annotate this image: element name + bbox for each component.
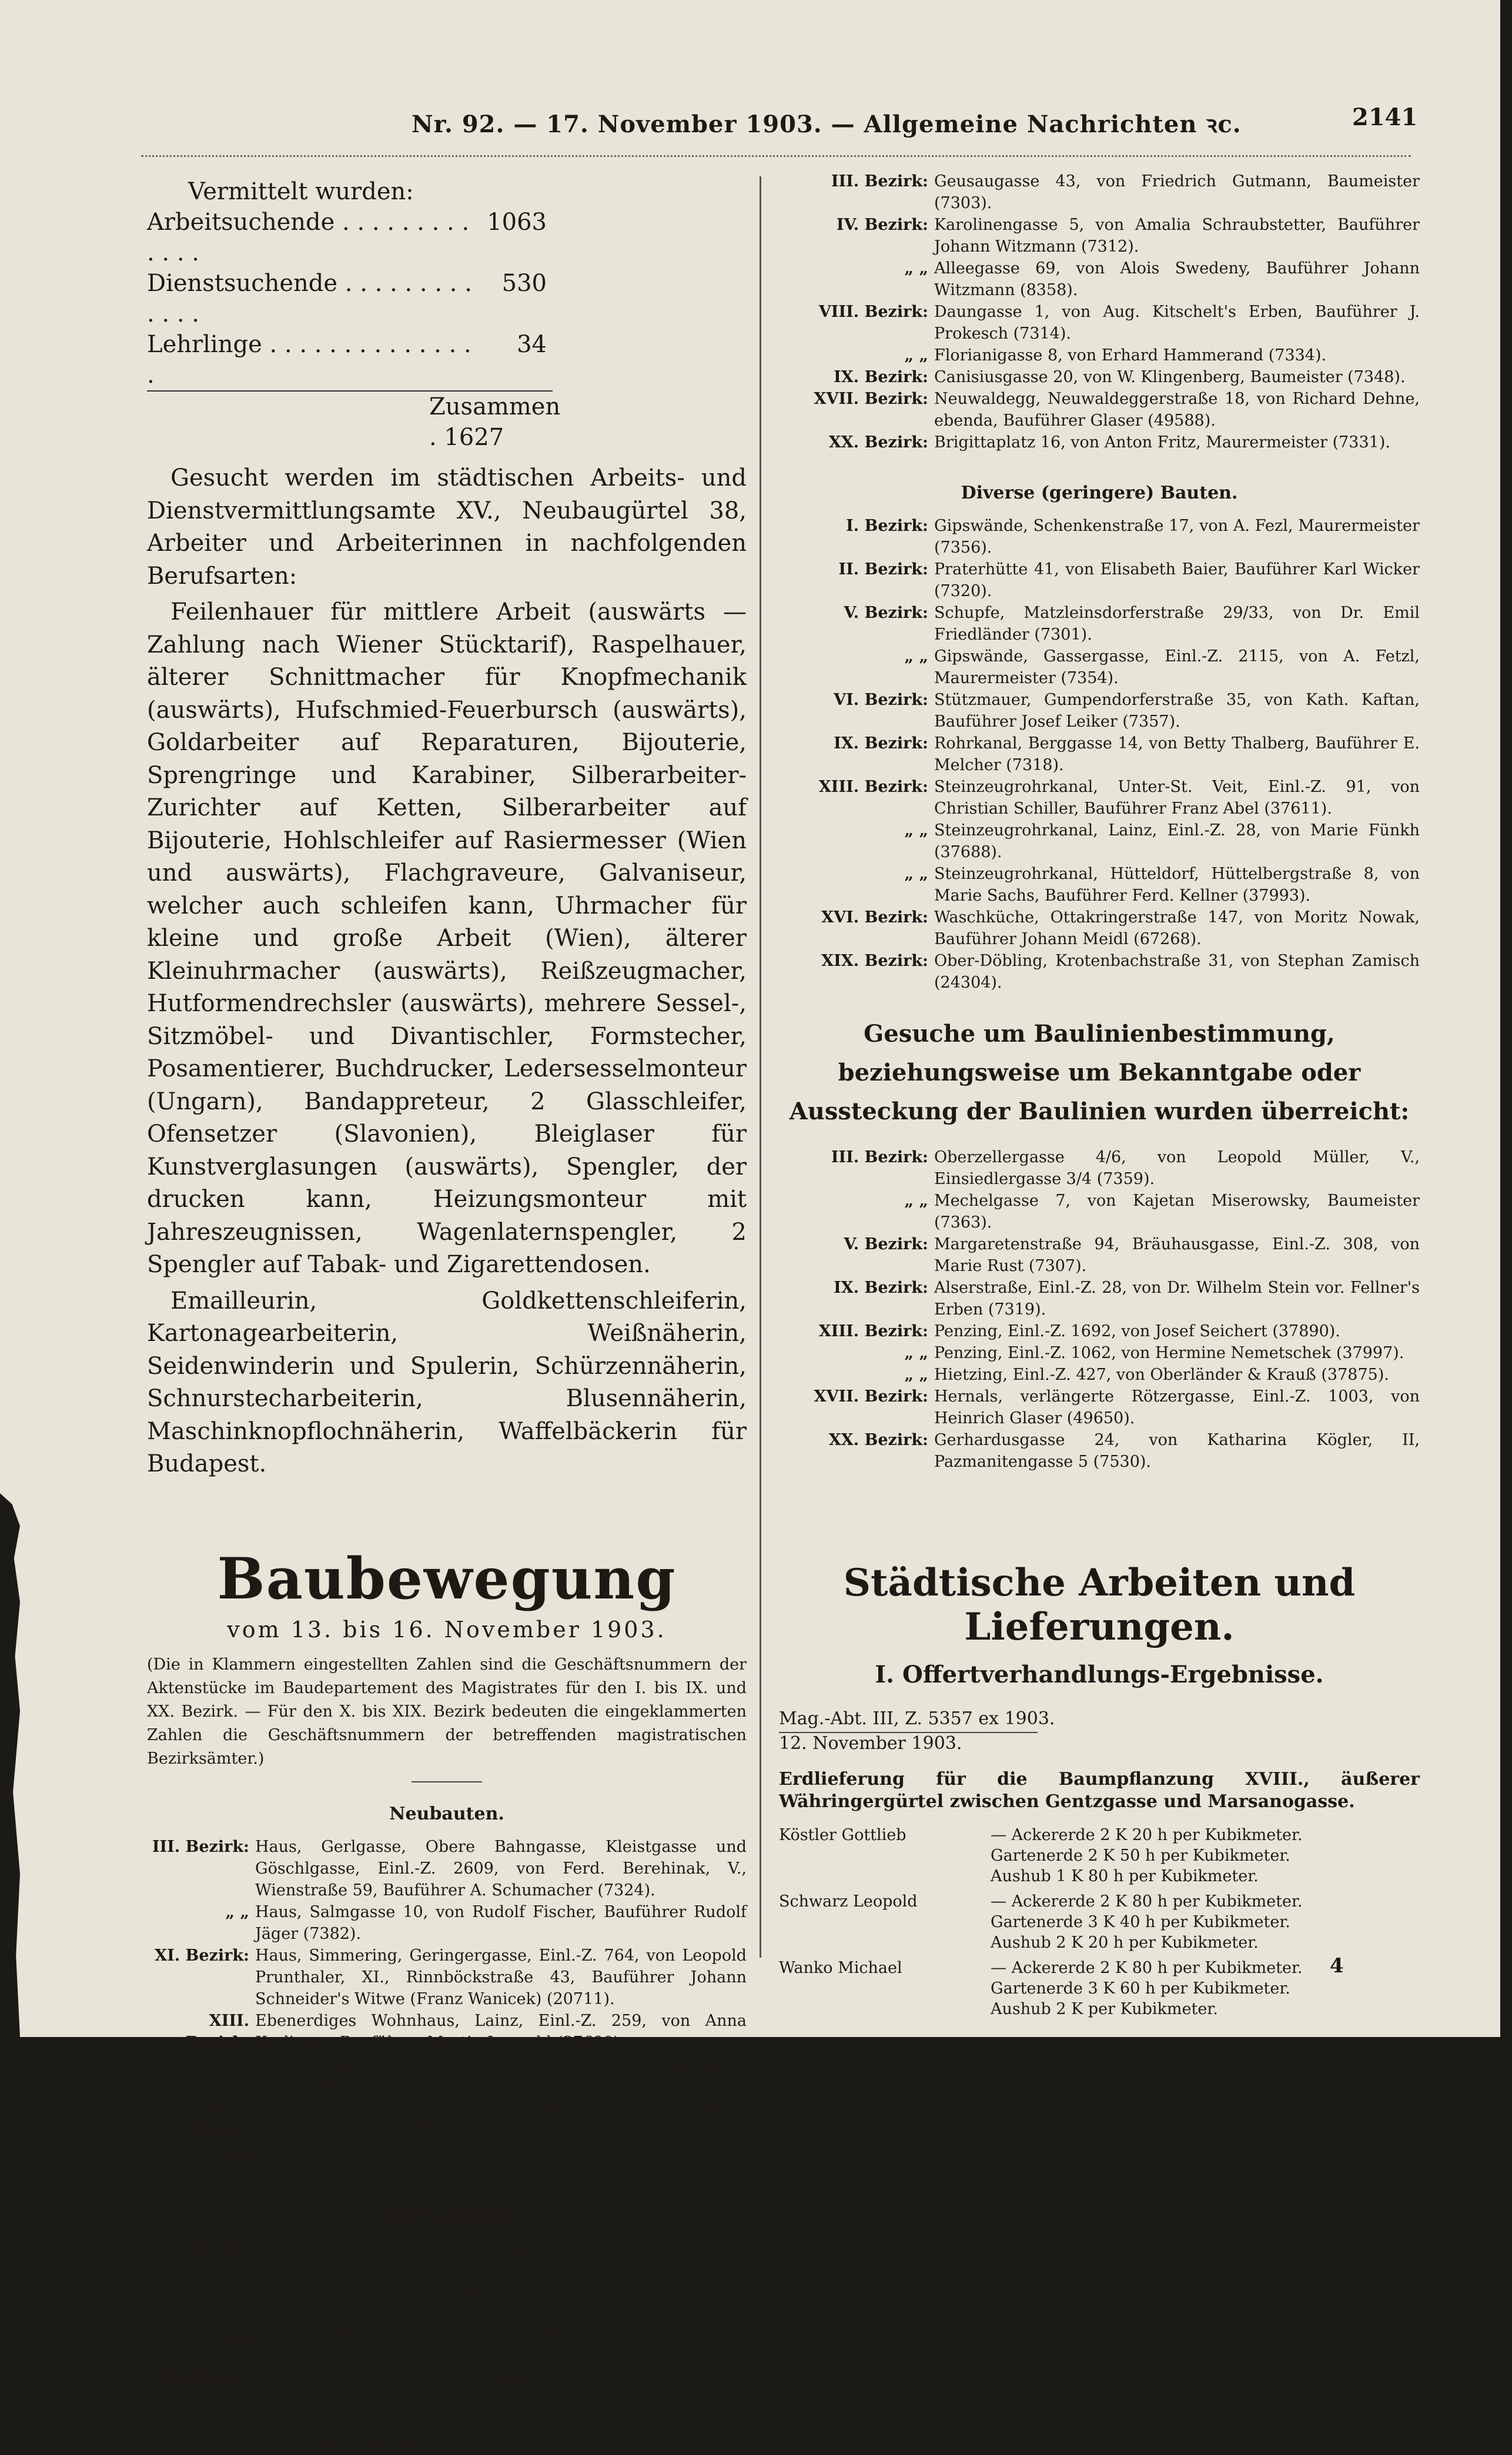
entry-text: Neuwaldegg, Neuwaldeggerstraße 18, von Richard Dehne, ebenda, Bauführer Glaser (49588).	[934, 390, 1420, 430]
district-label: IX. Bezirk:	[834, 368, 928, 386]
district-label: II. Bezirk:	[838, 560, 928, 578]
district-label: XVI. Bezirk:	[821, 908, 928, 927]
district-label: IX. Bezirk:	[834, 1279, 928, 1297]
gesuche-list	[779, 1146, 1420, 1473]
stats-total: Zusammen . 1627	[147, 390, 553, 453]
entry-text: Penzing, Einl.-Z. 1692, von Josef Seichert (37890).	[934, 1322, 1340, 1340]
list-item	[779, 344, 1420, 366]
diverse-title: Diverse (geringere) Bauten.	[961, 483, 1238, 503]
entry-text: Daungasse 1, von Aug. Kitschelt's Erben, Bauführer J. Prokesch (7314).	[934, 303, 1420, 343]
list-item	[779, 1429, 1420, 1473]
section-rule	[412, 1781, 482, 1782]
district-label: „ „	[225, 2055, 249, 2073]
stats-value: 1063	[487, 209, 547, 236]
list-item	[147, 2237, 747, 2281]
price-line: — Ackererde 2 K 20 h per Kubikmeter.	[991, 1825, 1303, 1845]
staedtische-arbeiten-title: Städtische Arbeiten und Lieferungen.	[843, 1561, 1356, 1649]
list-item	[779, 1891, 1420, 1953]
page-header: Nr. 92. — 17. November 1903. — Allgemeine Nachrichten ꝛc.	[412, 111, 1242, 138]
paragraph-gesucht: Gesucht werden im städtischen Arbeits- und Dienstvermittlungsamte XV., Neubaugürtel 38, Arbeiter und Arbeiterinnen in nachfolgenden Berufsarten:	[147, 464, 747, 590]
stats-label: Lehrlinge . . . . . . . . . . . . . . .	[147, 331, 471, 389]
entry-text: Praterhütte 41, von Elisabeth Baier, Bauführer Karl Wicker (7320).	[934, 560, 1420, 600]
district-label: XVII. Bezirk:	[814, 1387, 928, 1406]
district-label: „ „	[904, 346, 928, 364]
district-label: XIX. Bezirk:	[821, 952, 928, 970]
district-label: V. Bezirk:	[844, 1235, 928, 1253]
district-label: „ „	[904, 821, 928, 839]
list-item	[779, 388, 1420, 432]
district-label: I. Bezirk:	[167, 2239, 249, 2257]
list-item	[779, 733, 1420, 776]
list-item	[779, 1364, 1420, 1386]
entry-text: Haus, Gerlgasse, Obere Bahngasse, Kleistgasse und Göschlgasse, Einl.-Z. 2609, von Ferd. Berehinak, V., Wienstraße 59, Bauführer A. Schumacher (7324).	[255, 1837, 747, 1899]
entry-text: Karolinengasse 5, von Amalia Schraubstetter, Bauführer Johann Witzmann (7312).	[934, 216, 1420, 256]
placement-stats	[147, 176, 747, 453]
baubewegung-title: Baubewegung	[217, 1545, 677, 1612]
bidder-name: Schwarz Leopold	[779, 1892, 918, 1911]
price-line: — Ackererde 2 K 80 h per Kubikmeter.	[991, 1891, 1303, 1912]
gesuche-title: Gesuche um Baulinienbestimmung, beziehungsweise um Bekanntgabe oder Aussteckung der Baulinien wurden überreicht:	[789, 1020, 1410, 1125]
district-label: „ „	[225, 2282, 249, 2301]
adaptierungen-continued	[779, 170, 1420, 453]
district-label: III. Bezirk:	[831, 172, 928, 190]
stats-row	[147, 207, 747, 268]
list-item	[779, 950, 1420, 994]
entry-text: Ober-Döbling, Krotenbachstraße 31, von Stephan Zamisch (24304).	[934, 952, 1420, 992]
bid-prices	[991, 1891, 1303, 1953]
notice-date: 12. November 1903.	[779, 1732, 1038, 1754]
left-column	[147, 176, 747, 2455]
list-item	[147, 2411, 747, 2455]
entry-text: Haus, Salmgasse 10, von Rudolf Fischer, Bauführer Rudolf Jäger (7382).	[255, 1902, 747, 1943]
entry-text: Margaretenstraße 94, Bräuhausgasse, Einl.-Z. 308, von Marie Rust (7307).	[934, 1235, 1420, 1275]
list-item	[147, 2097, 747, 2140]
list-item	[779, 907, 1420, 950]
price-line: Aushub 1 K 80 h per Kubikmeter.	[991, 1867, 1259, 1885]
entry-text: Schupfe, Matzleinsdorferstraße 29/33, von Dr. Emil Friedländer (7301).	[934, 604, 1420, 644]
entry-text: Operngasse 8, von Dr. Josef Frank, Bauführer Karl Michna (8335).	[255, 2282, 747, 2323]
entry-text: Brigittaplatz 16, von Anton Fritz, Maurermeister (7331).	[934, 433, 1390, 451]
entry-text: Villa, Unter-St. Veit, Einl.-Z. 427, von Oberländer & Krauß, Bauführer derselbe (37691).	[255, 2055, 747, 2095]
district-label: V. Bezirk:	[844, 604, 928, 622]
district-label: III. Bezirk:	[831, 1148, 928, 1166]
list-item	[779, 558, 1420, 602]
list-item	[779, 689, 1420, 733]
header-rule	[141, 155, 1411, 165]
stats-heading: Vermittelt wurden:	[188, 178, 414, 205]
list-item	[779, 1825, 1420, 1887]
entry-text: Rohrkanal, Berggasse 14, von Betty Thalberg, Bauführer E. Melcher (7318).	[934, 734, 1420, 774]
district-label: „ „	[225, 2142, 249, 2160]
stats-row	[147, 268, 747, 329]
bidder-name: Wanko Michael	[779, 1959, 902, 1977]
price-line: — Ackererde 2 K 80 h per Kubikmeter.	[991, 1958, 1303, 1978]
list-item	[779, 863, 1420, 907]
price-line: Aushub 2 K 20 h per Kubikmeter.	[991, 1934, 1259, 1952]
district-label: XIII. Bezirk:	[818, 1322, 928, 1340]
district-label: „ „	[904, 1344, 928, 1362]
list-item	[147, 1901, 747, 1945]
district-label: III. Bezirk:	[152, 1837, 249, 1856]
entry-text: Alleegasse 69, von Alois Swedeny, Bauführer Johann Witzmann (8358).	[934, 259, 1420, 299]
list-item	[147, 2140, 747, 2184]
adaptierungen-title: Adaptierungen.	[370, 2205, 524, 2226]
neubauten-title: Neubauten.	[389, 1803, 504, 1824]
diverse-list	[779, 515, 1420, 994]
entry-text: Waschküche, Ottakringerstraße 147, von Moritz Nowak, Bauführer Johann Meidl (67268).	[934, 908, 1420, 948]
district-label: XX. Bezirk:	[828, 433, 928, 451]
list-item	[779, 645, 1420, 689]
baubewegung-intro: (Die in Klammern eingestellten Zahlen sind die Geschäftsnummern der Aktenstücke im Baudepartement des Magistrates für den I. bis IX. und XX. Bezirk. — Für den X. bis XIX. Bezirk bedeuten die eingeklammerten Zahlen die Geschäftsnummern der betreffenden magistratischen Bezirksämter.)	[147, 1655, 747, 1768]
list-item	[779, 602, 1420, 645]
district-label: IX. Bezirk:	[834, 734, 928, 752]
list-item	[779, 214, 1420, 257]
section-stars: * * *	[959, 2039, 1240, 2063]
list-item	[147, 2053, 747, 2097]
list-item	[147, 2368, 747, 2411]
district-label: „ „	[904, 865, 928, 883]
stats-label: Dienstsuchende . . . . . . . . . . . . .	[147, 270, 472, 327]
page-number: 2141	[1352, 103, 1418, 131]
entry-text: Praterhütte 42, von Karl Kreuleder, Bauführer Johann Gröger (7297).	[255, 2369, 747, 2410]
entry-text: Haus, Einl.-Z. 1857, Thaliastraße 135, von Josef und Magdalena Zang, Bauführer Barak & Czada (68364).	[255, 2142, 747, 2182]
entry-text: Gipswände, Gassergasse, Einl.-Z. 2115, von A. Fetzl, Maurermeister (7354).	[934, 647, 1420, 687]
list-item	[779, 1958, 1420, 2019]
list-item	[779, 1342, 1420, 1364]
district-label: XIII. Bezirk:	[185, 2011, 249, 2052]
price-line: Gartenerde 3 K 60 h per Kubikmeter.	[991, 1979, 1290, 1998]
list-item	[779, 301, 1420, 344]
list-item	[779, 820, 1420, 863]
entry-text: Oberzellergasse 4/6, von Leopold Müller, V., Einsiedlergasse 3/4 (7359).	[934, 1148, 1420, 1188]
entry-text: Haus, Ottakring, Einl.-Z. 3081, Koppstraße, von Karl Obermayer, Bauführer Johann Meidl (67862).	[255, 2098, 747, 2139]
district-label: VIII. Bezirk:	[818, 303, 928, 321]
magistrat-reference: Mag.-Abt. III, Z. 5357 ex 1903.	[779, 1708, 1055, 1729]
price-line: Aushub 2 K per Kubikmeter.	[991, 2000, 1218, 2018]
list-item	[779, 257, 1420, 301]
offertverhandlungs-title: I. Offertverhandlungs-Ergebnisse.	[875, 1661, 1324, 1688]
district-label: XVI. Bezirk:	[185, 2098, 249, 2139]
entry-text: Neutorgasse 5, von Josef Michael Mackel, Bauführer Josef Frosch (7366).	[255, 2326, 747, 2366]
list-item	[779, 1146, 1420, 1190]
entry-text: Canisiusgasse 20, von W. Klingenberg, Baumeister (7348).	[934, 368, 1406, 386]
entry-text: Gerhardusgasse 24, von Katharina Kögler, II, Pazmanitengasse 5 (7530).	[934, 1431, 1420, 1471]
district-label: „ „	[904, 1192, 928, 1210]
stats-row	[147, 329, 747, 390]
list-item	[147, 2324, 747, 2368]
bidder-name: Köstler Gottlieb	[779, 1826, 906, 1844]
list-item	[147, 2281, 747, 2324]
list-item	[779, 432, 1420, 453]
district-label: XVII. Bezirk:	[814, 390, 928, 408]
bid-prices	[991, 1825, 1303, 1887]
district-label: VI. Bezirk:	[834, 691, 928, 709]
paragraph-berufe-m: Feilenhauer für mittlere Arbeit (auswärts — Zahlung nach Wiener Stücktarif), Raspelhauer, älterer Schnittmacher für Knopfmechanik (auswärts), Hufschmied-Feuerbursch (auswärts), Goldarbeiter auf Reparaturen, Bijouterie, Sprengringe und Karabiner, Silberarbeiter-Zurichter auf Ketten, Silberarbeiter auf Bijouterie, Hohlschleifer auf Rasiermesser (Wien und auswärts), Flachgraveure, Galvaniseur, welcher auch schleifen kann, Uhrmacher für kleine und große Arbeit (Wien), älterer Kleinuhrmacher (auswärts), Reißzeugmacher, Hutformendrechsler (auswärts), mehrere Sessel-, Sitzmöbel- und Divantischler, Formstecher, Posamentierer, Buchdrucker, Ledersesselmonteur (Ungarn), Bandappreteur, 2 Glasschleifer, Ofensetzer (Slavonien), Bleiglaser für Kunstverglasungen (auswärts), Spengler, der drucken kann, Heizungsmonteur mit Jahreszeugnissen, Wagenlaternspengler, 2 Spengler auf Tabak- und Zigarettendosen.	[147, 598, 747, 1278]
price-line: Gartenerde 2 K 50 h per Kubikmeter.	[991, 1847, 1290, 1865]
district-label: XX. Bezirk:	[828, 1431, 928, 1449]
district-label: XI. Bezirk:	[155, 1946, 249, 1965]
entry-text: Penzing, Einl.-Z. 1062, von Hermine Nemetschek (37997).	[934, 1344, 1404, 1362]
neubauten-list	[147, 1836, 747, 2184]
bid-prices	[991, 1958, 1303, 2019]
list-item	[779, 1190, 1420, 1233]
entry-text: Stützmauer, Gumpendorferstraße 35, von Kath. Kaftan, Bauführer Josef Leiker (7357).	[934, 691, 1420, 731]
district-label: I. Bezirk:	[846, 517, 928, 535]
district-label: II. Bezirk:	[159, 2369, 249, 2388]
entry-text: Florianigasse 8, von Erhard Hammerand (7334).	[934, 346, 1327, 364]
baubewegung-subtitle: vom 13. bis 16. November 1903.	[227, 1616, 667, 1643]
price-line: Gartenerde 3 K 40 h per Kubikmeter.	[991, 1913, 1290, 1931]
district-label: „ „	[225, 1902, 249, 1921]
entry-text: Praterhütte 38, von A. Freih. v. Natorp, Administrator, Bauführer Josef Drbal (7315).	[255, 2413, 747, 2453]
district-label: „ „	[225, 2413, 249, 2431]
list-item	[147, 1836, 747, 1901]
district-label: „ „	[904, 259, 928, 277]
entry-text: Haus, Simmering, Geringergasse, Einl.-Z. 764, von Leopold Prunthaler, XI., Rinnböckstraße 43, Bauführer Johann Schneider's Witwe (Franz Wanicek) (20711).	[255, 1946, 747, 2008]
column-divider	[760, 176, 761, 1958]
stats-value: 530	[501, 270, 547, 297]
entry-text: Mechelgasse 7, von Kajetan Miserowsky, Baumeister (7363).	[934, 1192, 1420, 1232]
list-item	[147, 2010, 747, 2053]
stats-label: Arbeitsuchende . . . . . . . . . . . . .	[147, 209, 470, 266]
paragraph-berufe-w: Emailleurin, Goldkettenschleiferin, Kartonagearbeiterin, Weißnäherin, Seidenwinderin und Spulerin, Schürzennäherin, Schnurstecharbeiterin, Blusennäherin, Maschinknopflochnäherin, Waffelbäckerin für Budapest.	[147, 1287, 747, 1477]
entry-text: Steinzeugrohrkanal, Hütteldorf, Hüttelbergstraße 8, von Marie Sachs, Bauführer Ferd. Kellner (37993).	[934, 865, 1420, 905]
entry-text: Gipswände, Schenkenstraße 17, von A. Fezl, Maurermeister (7356).	[934, 517, 1420, 557]
entry-text: Steinzeugrohrkanal, Lainz, Einl.-Z. 28, von Marie Fünkh (37688).	[934, 821, 1420, 861]
list-item	[779, 1320, 1420, 1342]
bids-list	[779, 1825, 1420, 2019]
district-label: IV. Bezirk:	[836, 216, 928, 234]
entry-text: Alserstraße, Einl.-Z. 28, von Dr. Wilhelm Stein vor. Fellner's Erben (7319).	[934, 1279, 1420, 1319]
district-label: „ „	[904, 647, 928, 665]
list-item	[779, 1277, 1420, 1320]
entry-text: Steinzeugrohrkanal, Unter-St. Veit, Einl.-Z. 91, von Christian Schiller, Bauführer Franz Abel (37611).	[934, 778, 1420, 818]
entry-text: Hernals, verlängerte Rötzergasse, Einl.-Z. 1003, von Heinrich Glaser (49650).	[934, 1387, 1420, 1427]
entry-text: Ebenerdiges Wohnhaus, Lainz, Einl.-Z. 259, von Anna Karlinger, Bauführer Martin Leopold (37690).	[255, 2011, 747, 2052]
entry-text: Geusaugasse 43, von Friedrich Gutmann, Baumeister (7303).	[934, 172, 1420, 212]
list-item	[779, 366, 1420, 388]
right-column	[779, 170, 1420, 2063]
list-item	[779, 515, 1420, 558]
stats-value: 34	[517, 331, 547, 358]
signature-number: 4	[1330, 1954, 1344, 1978]
list-item	[779, 776, 1420, 820]
adaptierungen-list	[147, 2237, 747, 2455]
district-label: „ „	[904, 1366, 928, 1384]
entry-text: Hietzing, Einl.-Z. 427, von Oberländer & Krauß (37875).	[934, 1366, 1389, 1384]
entry-text: Wipplingerstraße 11, von Josef Fiedler, Maurermeister (7312).	[255, 2239, 747, 2279]
lieferung-description: Erdlieferung für die Baumpflanzung XVIII., äußerer Währingergürtel zwischen Gentzgasse und Marsanogasse.	[779, 1769, 1420, 1812]
district-label: „ „	[225, 2326, 249, 2344]
list-item	[779, 1233, 1420, 1277]
list-item	[779, 1386, 1420, 1429]
list-item	[147, 1945, 747, 2010]
list-item	[779, 170, 1420, 214]
district-label: XIII. Bezirk:	[818, 778, 928, 796]
